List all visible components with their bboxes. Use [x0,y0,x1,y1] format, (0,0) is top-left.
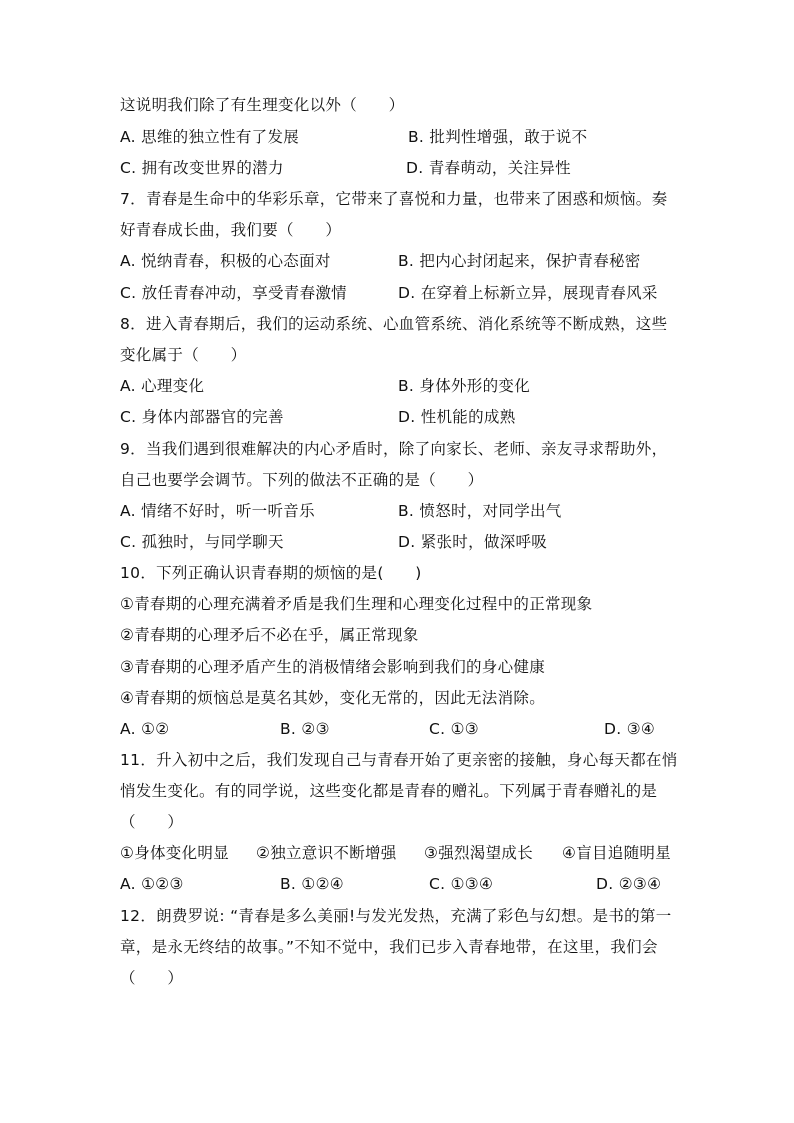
q10-item-1: ①青春期的心理充满着矛盾是我们生理和心理变化过程中的正常现象 [120,595,593,613]
q11-option-b[interactable]: B. ①②④ [280,875,344,893]
q10-option-a[interactable]: A. ①② [120,720,170,738]
q11-item-1: ①身体变化明显 [120,844,229,862]
q11-option-c[interactable]: C. ①③④ [429,875,494,893]
q10-options-row [120,719,656,739]
q6-option-a[interactable]: A. 思维的独立性有了发展 [120,128,300,146]
q7-stem-line2: 好青春成长曲，我们要（ ） [120,221,342,239]
q6-options-row1 [120,127,588,147]
q8-options-row1 [120,376,530,396]
q7-options-row1 [120,251,641,271]
q11-stem-line2: 悄发生变化。有的同学说，这些变化都是青春的赠礼。下列属于青春赠礼的是 [120,782,658,800]
q9-stem-line2: 自己也要学会调节。下列的做法不正确的是（ ） [120,471,484,489]
q11-options-row [120,874,662,894]
q10-option-b[interactable]: B. ②③ [280,720,330,738]
q9-options-row2 [120,532,548,552]
q6-option-d[interactable]: D. 青春萌动，关注异性 [406,159,571,177]
q7-option-a[interactable]: A. 悦纳青春，积极的心态面对 [120,252,331,270]
q9-option-d[interactable]: D. 紧张时，做深呼吸 [398,533,548,551]
q7-option-c[interactable]: C. 放任青春冲动，享受青春激情 [120,284,347,302]
q10-item-4: ④青春期的烦恼总是莫名其妙，变化无常的，因此无法消除。 [120,689,545,707]
q6-option-b[interactable]: B. 批判性增强，敢于说不 [408,128,588,146]
q11-stem-line1: 11．升入初中之后，我们发现自己与青春开始了更亲密的接触，身心每天都在悄 [120,751,678,769]
q8-stem-line2: 变化属于（ ） [120,346,247,364]
q9-option-b[interactable]: B. 愤怒时，对同学出气 [398,502,562,520]
q7-stem-line1: 7．青春是生命中的华彩乐章，它带来了喜悦和力量，也带来了困惑和烦恼。奏 [120,190,668,208]
q10-stem: 10．下列正确认识青春期的烦恼的是( ) [120,564,422,582]
q6-stem-end: 这说明我们除了有生理变化以外（ ） [120,96,405,114]
q6-option-c[interactable]: C. 拥有改变世界的潜力 [120,159,284,177]
q7-option-b[interactable]: B. 把内心封闭起来，保护青春秘密 [398,252,641,270]
q11-item-2: ②独立意识不断增强 [256,844,397,862]
q9-option-c[interactable]: C. 孤独时，与同学聊天 [120,533,284,551]
q12-stem-line3: （ ） [120,969,184,987]
q6-options-row2 [120,158,571,178]
q11-item-4: ④盲目追随明星 [562,844,671,862]
q8-option-b[interactable]: B. 身体外形的变化 [398,377,530,395]
q12-stem-line2: 章，是永无终结的故事。”不知不觉中，我们已步入青春地带，在这里，我们会 [120,938,658,956]
q9-options-row1 [120,501,562,521]
q10-item-2: ②青春期的心理矛后不必在乎，属正常现象 [120,626,419,644]
q10-item-3: ③青春期的心理矛盾产生的消极情绪会影响到我们的身心健康 [120,658,545,676]
q11-items-row [120,843,671,863]
q11-option-d[interactable]: D. ②③④ [596,875,662,893]
q11-option-a[interactable]: A. ①②③ [120,875,184,893]
q9-option-a[interactable]: A. 情绪不好时，听一听音乐 [120,502,315,520]
q8-stem-line1: 8．进入青春期后，我们的运动系统、心血管系统、消化系统等不断成熟，这些 [120,315,668,333]
q7-options-row2 [120,283,658,303]
q10-option-d[interactable]: D. ③④ [604,720,656,738]
q8-option-c[interactable]: C. 身体内部器官的完善 [120,408,284,426]
q11-stem-line3: （ ） [120,813,184,831]
q8-options-row2 [120,407,516,427]
q8-option-a[interactable]: A. 心理变化 [120,377,205,395]
q7-option-d[interactable]: D. 在穿着上标新立异，展现青春风采 [398,284,658,302]
q12-stem-line1: 12．朗费罗说: “青春是多么美丽!与发光发热，充满了彩色与幻想。是书的第一 [120,907,672,925]
q9-stem-line1: 9．当我们遇到很难解决的内心矛盾时，除了向家长、老师、亲友寻求帮助外， [120,440,668,458]
q8-option-d[interactable]: D. 性机能的成熟 [398,408,516,426]
q11-item-3: ③强烈渴望成长 [424,844,533,862]
q10-option-c[interactable]: C. ①③ [429,720,479,738]
